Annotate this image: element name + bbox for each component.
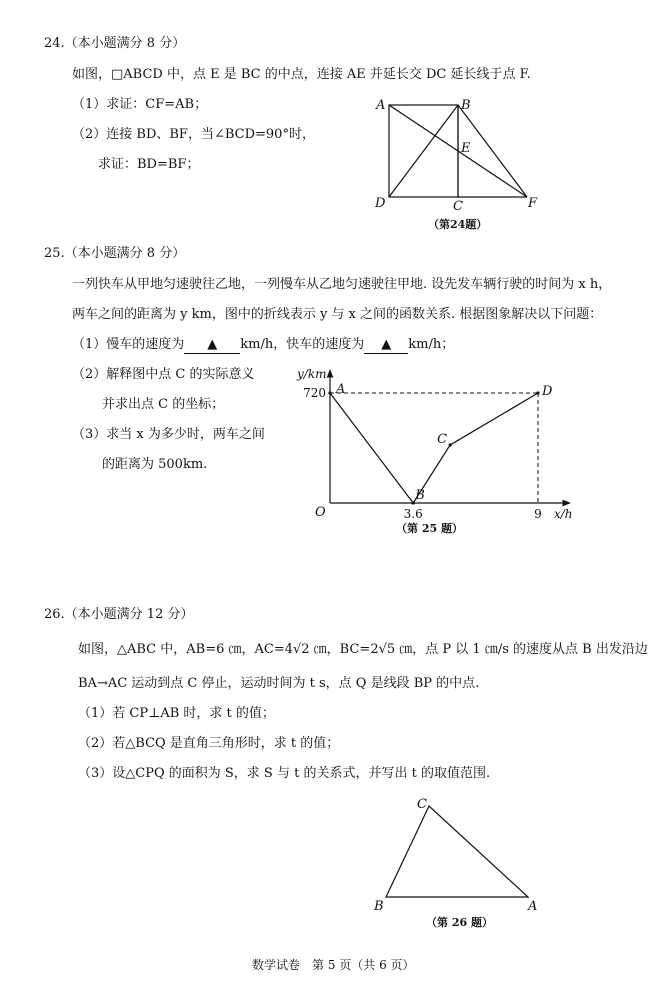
q24-stem: 如图，□ABCD 中，点 E 是 BC 的中点，连接 AE 并延长交 DC 延长线于点 F. (72, 67, 531, 82)
q24-header: 24.（本小题满分 8 分） (44, 36, 186, 51)
q24-label-d: D (375, 196, 386, 211)
q25-stem1: 一列快车从甲地匀速驶往乙地，一列慢车从乙地匀速驶往甲地. 设先发车辆行驶的时间为 x h， (72, 277, 612, 292)
q25-point-label-b: B (415, 488, 425, 503)
q24-label-b: B (461, 98, 471, 113)
q25-caption: （第 25 题） (396, 522, 463, 535)
q25-part3: （3）求当 x 为多少时，两车之间 (72, 427, 265, 442)
q26-triangle-abc (386, 806, 528, 897)
q24-part2b: 求证：BD=BF； (98, 157, 200, 172)
q24-label-f: F (528, 196, 538, 211)
q25-y-axis-label: y/km (297, 367, 327, 381)
q25-stem2: 两车之间的距离为 y km，图中的折线表示 y 与 x 之间的函数关系. 根据图象解决以下问题： (72, 307, 603, 322)
q24-caption: （第24题） (428, 218, 488, 231)
q26-part3: （3）设△CPQ 的面积为 S，求 S 与 t 的关系式，并写出 t 的取值范围. (78, 766, 491, 781)
q25-x-axis-label: x/h (554, 507, 573, 521)
q26-label-c: C (417, 797, 427, 812)
page-footer: 数学试卷 第 5 页（共 6 页） (252, 958, 415, 972)
q25-blank-mark-2: ▲ (381, 337, 392, 352)
q26-label-a: A (528, 899, 538, 914)
q26-label-b: B (374, 899, 384, 914)
q25-blank-mark-1: ▲ (207, 337, 218, 352)
q25-origin-label: O (315, 505, 326, 520)
q26-stem1: 如图，△ABC 中，AB=6 ㎝，AC=4√2 ㎝，BC=2√5 ㎝，点 P 以 1 ㎝/s 的速度从点 B 出发沿边 (78, 642, 648, 657)
q25-x-tick-label-0: 3.6 (403, 507, 423, 521)
q25-part1-c: km/h； (408, 337, 455, 352)
q24-part1: （1）求证：CF=AB； (72, 97, 208, 112)
q25-part2b: 并求出点 C 的坐标； (102, 397, 225, 412)
q25-x-tick-label-1: 9 (534, 507, 542, 521)
q25-point-label-d: D (542, 384, 553, 399)
q25-part1-a: （1）慢车的速度为 (72, 337, 185, 352)
q26-caption: （第 26 题） (426, 916, 493, 929)
q25-part2: （2）解释图中点 C 的实际意义 (72, 367, 255, 382)
q24-label-c: C (453, 199, 463, 214)
q24-part2: （2）连接 BD、BF，当∠BCD=90°时， (72, 127, 315, 142)
q26-header: 26.（本小题满分 12 分） (44, 607, 194, 622)
q25-part1-b: km/h，快车的速度为 (240, 337, 365, 352)
q26-part2: （2）若△BCQ 是直角三角形时，求 t 的值； (78, 736, 340, 751)
q26-part1: （1）若 CP⊥AB 时，求 t 的值； (78, 706, 275, 721)
q25-header: 25.（本小题满分 8 分） (44, 246, 186, 261)
q25-part3b: 的距离为 500km. (102, 457, 208, 472)
q24-label-e: E (461, 141, 471, 156)
q26-stem2: BA→AC 运动到点 C 停止，运动时间为 t s，点 Q 是线段 BP 的中点. (78, 676, 480, 691)
q24-label-a: A (376, 98, 386, 113)
q25-point-label-a: A (336, 382, 346, 397)
q25-point-label-c: C (437, 431, 448, 447)
q25-y-tick-label-0: 720 (303, 386, 326, 400)
